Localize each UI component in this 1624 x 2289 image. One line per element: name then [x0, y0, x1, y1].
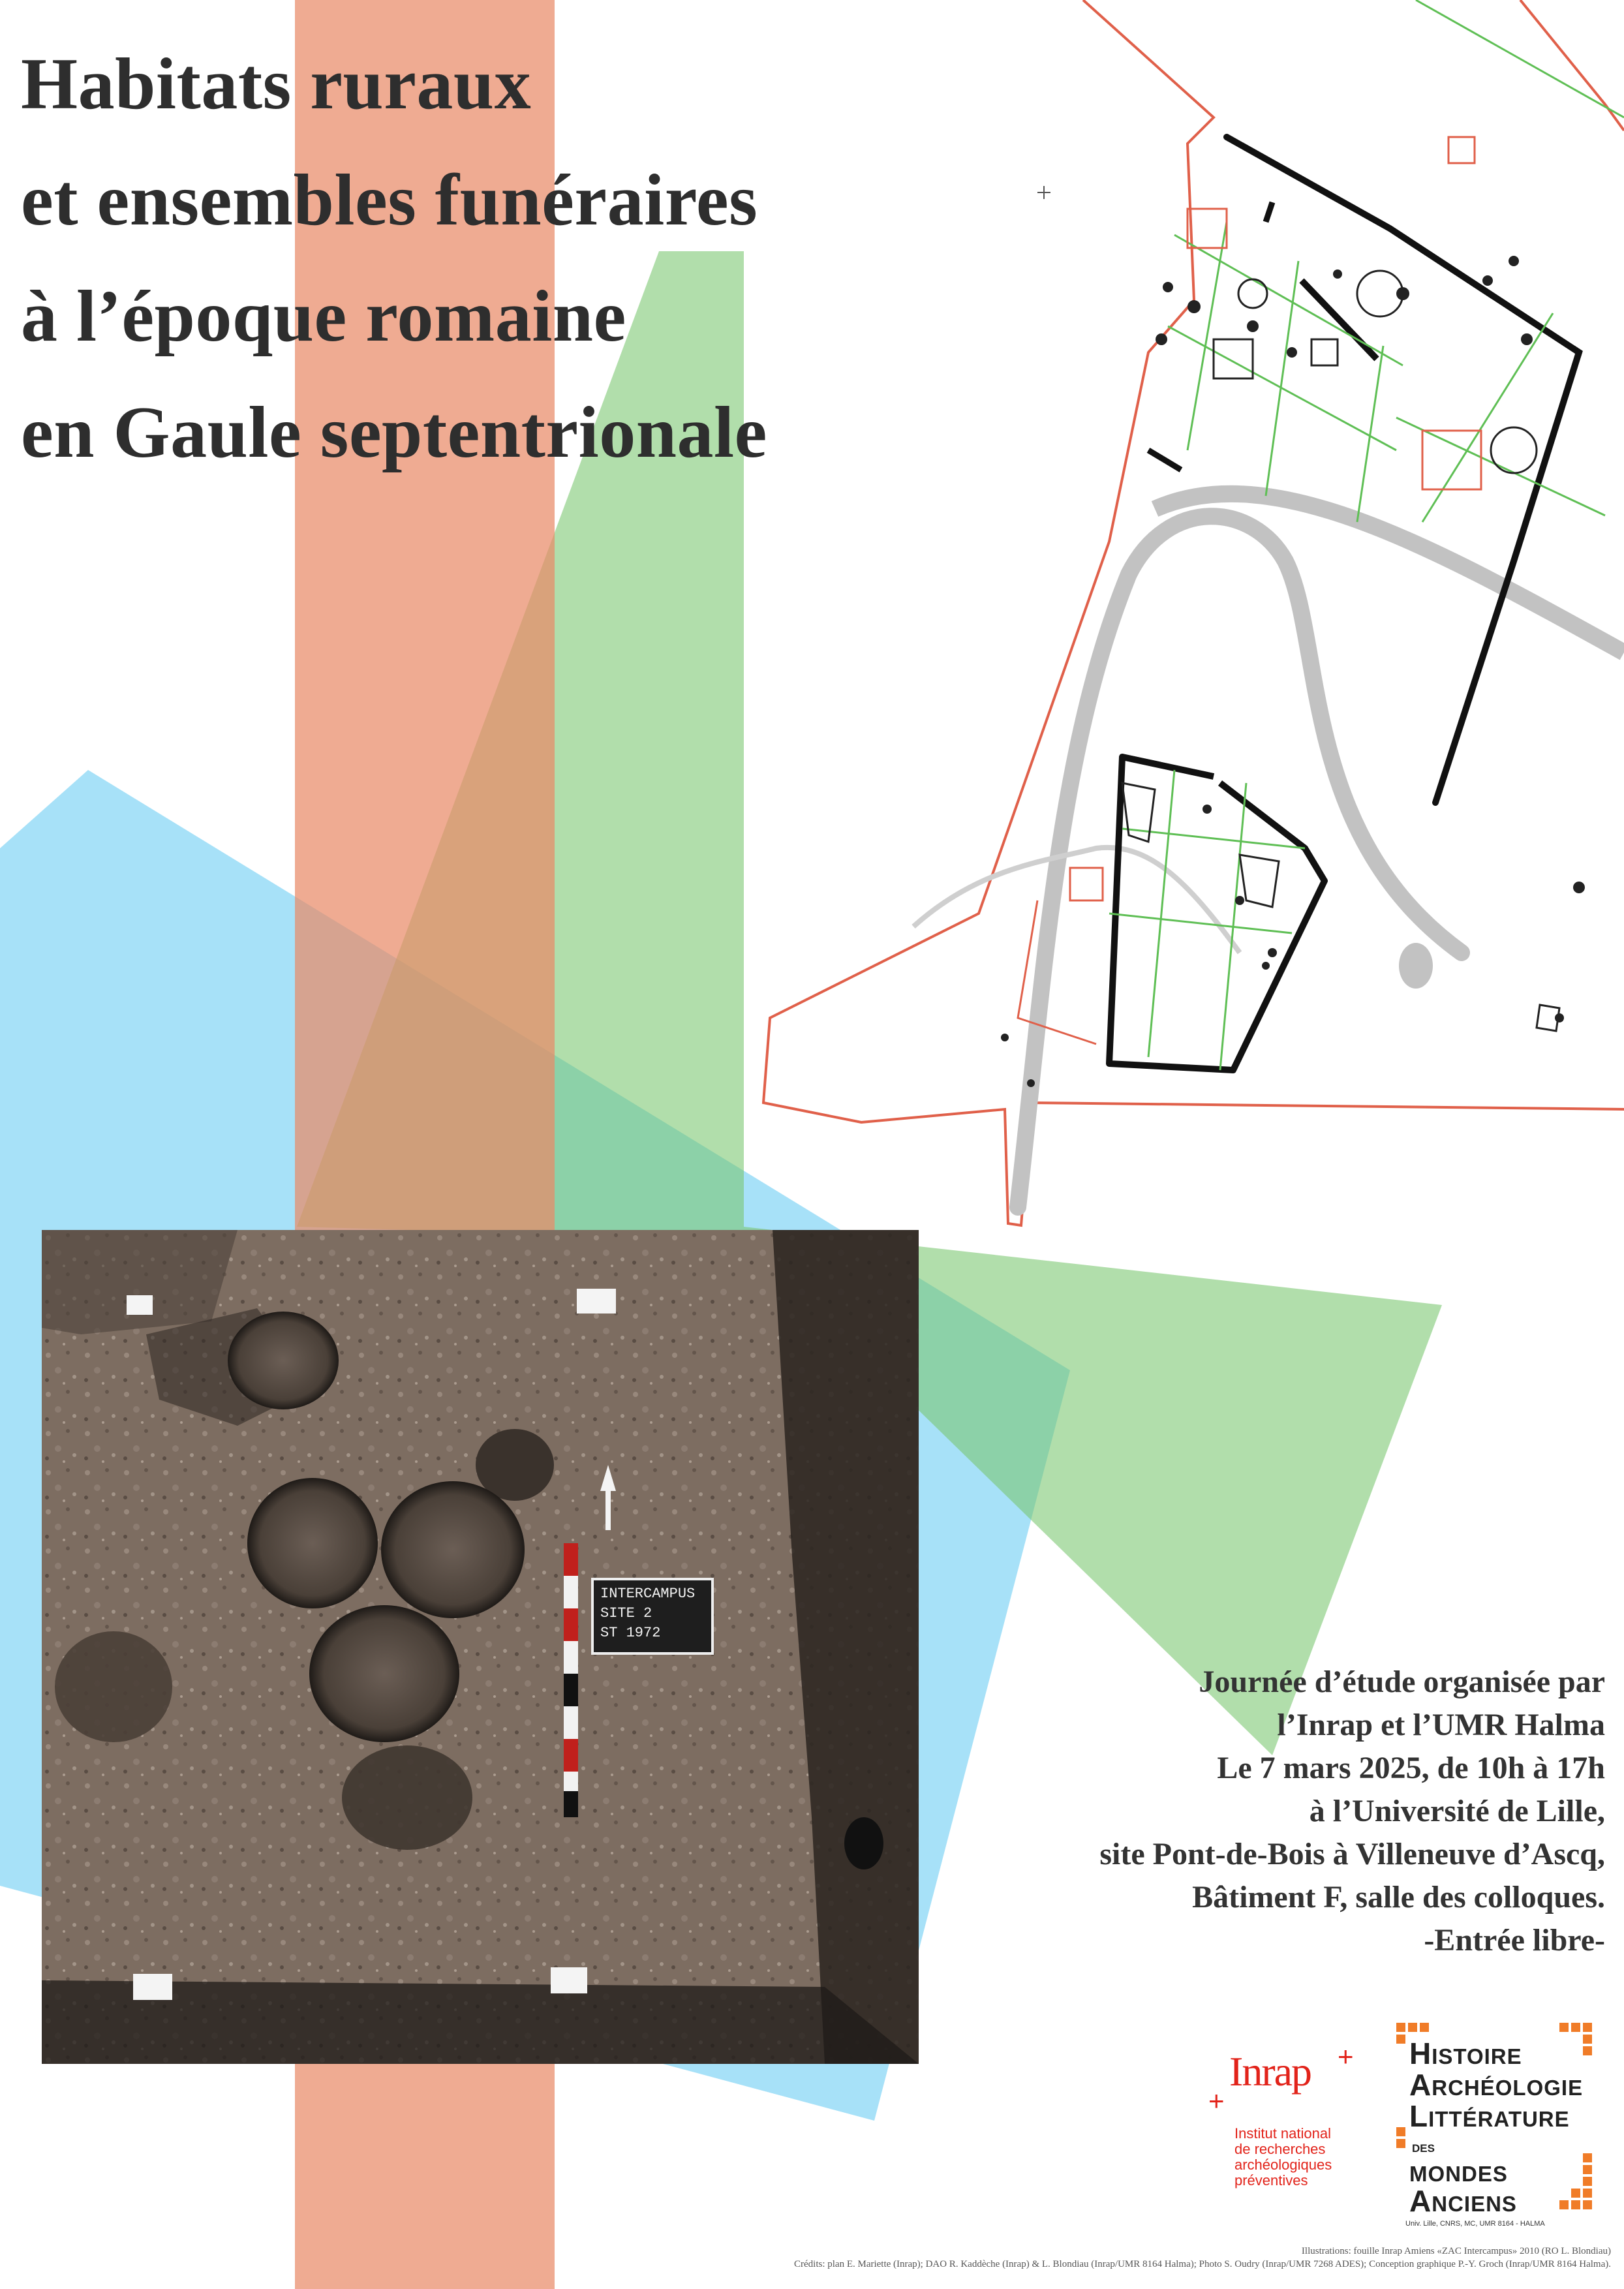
- inrap-subtitle-line-3: archéologiques: [1234, 2157, 1332, 2173]
- plus-icon: +: [1208, 2085, 1225, 2116]
- event-line-4: à l’Université de Lille,: [1309, 1794, 1605, 1828]
- credits: [794, 2245, 1611, 2271]
- title-line-2: et ensembles funéraires: [21, 160, 758, 241]
- event-line-3: Le 7 mars 2025, de 10h à 17h: [1217, 1751, 1605, 1785]
- event-line-6: Bâtiment F, salle des colloques.: [1192, 1880, 1605, 1914]
- halma-des: DES: [1412, 2142, 1435, 2155]
- inrap-subtitle-line-1: Institut national: [1234, 2125, 1331, 2142]
- inrap-logo: [1207, 2041, 1364, 2198]
- credits-line-1: Illustrations: fouille Inrap Amiens «ZAC Intercampus» 2010 (RO L. Blondiau): [1301, 2246, 1611, 2256]
- site-plan: [763, 0, 1624, 1225]
- event-info: [822, 1661, 1605, 1962]
- credits-line-2: Crédits: plan E. Mariette (Inrap); DAO R. Kaddèche (Inrap) & L. Blondiau (Inrap/UMR 8164 Halma); Photo S. Oudry (Inrap/UMR 7268 ADES); Conception graphique P.-Y. Groch (Inrap/UMR 8164 Halma).: [794, 2259, 1611, 2269]
- title-line-4: en Gaule septentrionale: [21, 392, 767, 473]
- photo-scale-bar: [564, 1543, 578, 1817]
- inrap-subtitle-line-2: de recherches: [1234, 2141, 1326, 2157]
- halma-line-5: ANCIENS: [1409, 2184, 1517, 2218]
- photo-sign-line-1: INTERCAMPUS: [600, 1586, 696, 1602]
- plus-icon: +: [1338, 2041, 1354, 2072]
- halma-line-4: MONDES: [1409, 2162, 1508, 2186]
- event-line-2: l’Inrap et l’UMR Halma: [1277, 1708, 1605, 1742]
- halma-line-1: HISTOIRE: [1409, 2036, 1522, 2070]
- halma-line-3: LITTÉRATURE: [1409, 2099, 1570, 2133]
- title-line-1: Habitats ruraux: [21, 44, 532, 125]
- title-line-3: à l’époque romaine: [21, 276, 626, 357]
- photo-sign-line-3: ST 1972: [600, 1625, 661, 1641]
- excavation-photo: [42, 1230, 919, 2064]
- photo-sign: [591, 1578, 714, 1655]
- poster-title: [21, 26, 767, 491]
- inrap-logo-wordmark: Inrap: [1229, 2048, 1311, 2095]
- halma-logo: [1396, 2023, 1605, 2238]
- event-line-5: site Pont-de-Bois à Villeneuve d’Ascq,: [1099, 1837, 1605, 1871]
- event-line-7: -Entrée libre-: [1424, 1923, 1605, 1958]
- halma-footer: Univ. Lille, CNRS, MC, UMR 8164 - HALMA: [1405, 2220, 1545, 2228]
- event-line-1: Journée d’étude organisée par: [1199, 1665, 1605, 1699]
- photo-sign-line-2: SITE 2: [600, 1605, 652, 1621]
- inrap-logo-subtitle: [1234, 2126, 1365, 2189]
- inrap-subtitle-line-4: préventives: [1234, 2172, 1308, 2189]
- halma-line-2: ARCHÉOLOGIE: [1409, 2068, 1584, 2102]
